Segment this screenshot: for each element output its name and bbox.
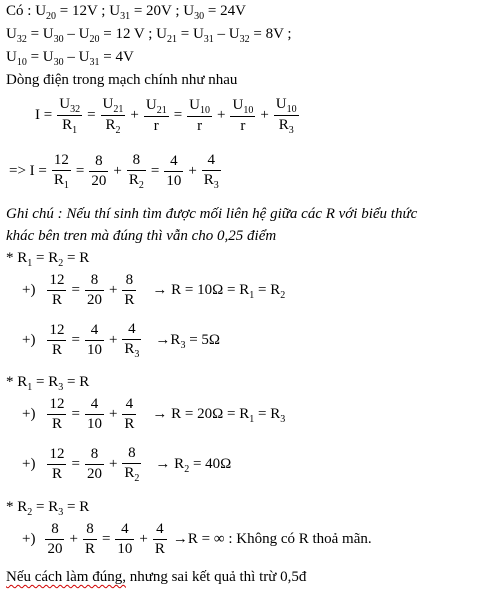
fraction: $\frac{8}{R}$ (124, 272, 135, 308)
case1-equation-1: +) $\frac{12}{R}$ = $\frac{8}{20}$ + $\frac{8}{R}$ → $R = 10\Omega = R_1 = R_2$ (22, 272, 286, 308)
fraction: $\frac{12}{R}$ (49, 445, 65, 482)
fraction: $\frac{U_{10}}{r}$ (189, 96, 210, 134)
case-heading-r1-r3: * $R_1 = R_3 = R$ (6, 374, 90, 393)
fraction: $\frac{8}{R}$ (84, 521, 95, 557)
case-heading-r2-r3: * $R_2 = R_3 = R$ (6, 499, 90, 518)
fraction: $\frac{4}{R}$ (124, 396, 135, 432)
current-statement: Dòng điện trong mạch chính như nhau (6, 72, 238, 88)
fraction: $\frac{U_{10}}{r}$ (232, 96, 254, 134)
fraction: $\frac{4}{10}$ (86, 321, 102, 358)
fraction: $\frac{8}{R_2}$ (128, 152, 144, 191)
case-heading-r1-r2: * $R_1 = R_2 = R$ (6, 250, 90, 269)
fraction: $\frac{4}{10}$ (86, 396, 102, 432)
current-equation-values: => I = $\frac{12}{R_1}$ = $\frac{8}{20}$ + $\frac{8}{R_2}$ = $\frac{4}{10}$ + $\frac{4}{R_3}$ (9, 152, 219, 191)
fraction: $\frac{U_{21}}{R_2}$ (102, 96, 124, 136)
fraction: $\frac{U_{32}}{R_1}$ (59, 96, 81, 136)
fraction: $\frac{4}{10}$ (117, 521, 133, 557)
fraction: $\frac{8}{20}$ (86, 272, 102, 308)
fraction: $\frac{4}{R_3}$ (203, 152, 219, 191)
fraction: $\frac{12}{R}$ (49, 321, 65, 358)
case1-equation-2: +) $\frac{12}{R}$ = $\frac{4}{10}$ + $\frac{4}{R_3}$ $\to R_3 = 5\Omega$ (22, 321, 221, 360)
deduction-note: Nếu cách làm đúng, nhưng sai kết quả thì trừ 0,5đ (6, 569, 307, 585)
fraction: $\frac{8}{20}$ (47, 521, 63, 557)
fraction: $\frac{8}{R_2}$ (124, 445, 140, 484)
fraction: $\frac{8}{20}$ (91, 152, 107, 189)
fraction: $\frac{12}{R}$ (49, 396, 65, 432)
fraction: $\frac{12}{R_1}$ (53, 152, 69, 191)
fraction: $\frac{12}{R}$ (49, 272, 65, 308)
fraction: $\frac{4}{R_3}$ (124, 321, 140, 360)
case2-equation-2: +) $\frac{12}{R}$ = $\frac{8}{20}$ + $\frac{8}{R_2}$ → $R_2 = 40\Omega$ (22, 445, 232, 484)
fraction: $\frac{4}{R}$ (154, 521, 165, 557)
u10-line: $U_{10} = U_{30} - U_{31} = 4V$ (6, 49, 134, 68)
note-line-2: khác bên tren mà đúng thì vẫn cho 0,25 điểm (6, 228, 277, 244)
fraction: $\frac{8}{20}$ (86, 445, 102, 482)
derived-voltages-line: $U_{32} = U_{30} - U_{20} = 12$ V ; $U_{21} = U_{31} - U_{32} = 8V$ ; (6, 26, 292, 45)
fraction: $\frac{U_{21}}{r}$ (145, 96, 167, 134)
case2-equation-1: +) $\frac{12}{R}$ = $\frac{4}{10}$ + $\frac{4}{R}$ → $R = 20\Omega = R_1 = R_3$ (22, 396, 286, 432)
note-line-1: Ghi chú : Nếu thí sinh tìm được mối liên hệ giữa các R với biểu thức (6, 206, 418, 222)
given-voltages-line: Có : $U_{20} = 12V$ ; $U_{31} = 20V$ ; $U_{30} = 24V$ (6, 3, 246, 22)
fraction: $\frac{U_{10}}{R_3}$ (275, 96, 297, 136)
fraction: $\frac{4}{10}$ (166, 152, 182, 189)
current-equation-general: I = $\frac{U_{32}}{R_1}$ = $\frac{U_{21}}{R_2}$ + $\frac{U_{21}}{r}$ = $\frac{U_{10}}{r}$ + $\frac{U_{10}}{r}$ + $\frac{U_{10}}{R_3}$ (35, 96, 297, 136)
case3-equation-1: +) $\frac{8}{20}$ + $\frac{8}{R}$ = $\frac{4}{10}$ + $\frac{4}{R}$ →R = ∞ : Không có R thoả mãn. (22, 521, 372, 557)
